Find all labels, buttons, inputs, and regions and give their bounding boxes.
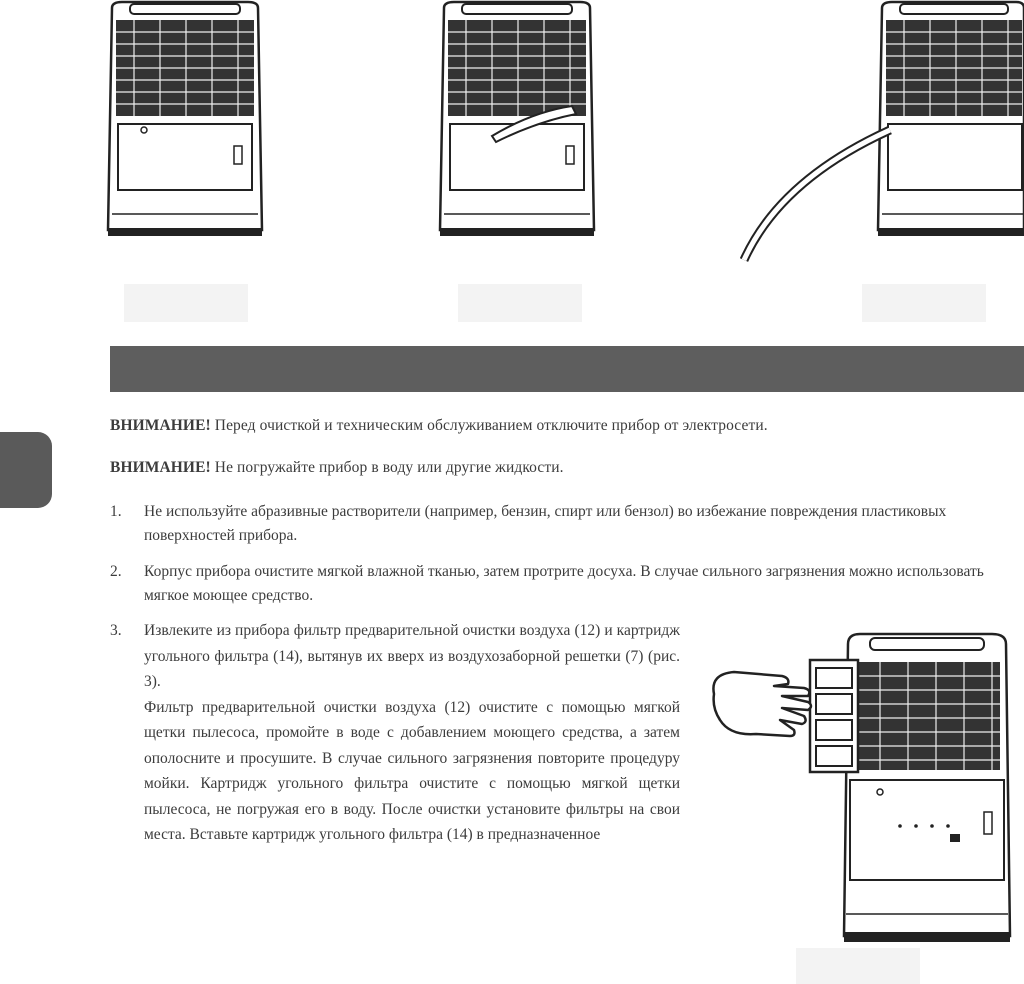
section-header-bar: [110, 346, 1024, 392]
warning-2-text: Не погружайте прибор в воду или другие жидкости.: [214, 459, 564, 476]
figure-caption-4: [796, 948, 920, 984]
step-number: 3.: [110, 622, 122, 639]
step-number: 1.: [110, 503, 122, 520]
warning-1: [110, 414, 1024, 438]
warning-2: [110, 456, 1024, 480]
cleaning-steps-list: [110, 500, 1024, 608]
list-item: [110, 618, 680, 848]
list-item: [110, 560, 1024, 608]
dehumidifier-tank-handle-icon: [432, 0, 602, 242]
step-text: Не используйте абразивные растворители (например, бензин, спирт или бензол) во избежание повреждения пластиковых поверхностей прибора.: [144, 503, 947, 544]
language-side-tab: [0, 432, 52, 508]
warning-2-label: ВНИМАНИЕ!: [110, 459, 211, 476]
dehumidifier-drain-hose-icon: [740, 0, 1024, 262]
figure-caption-1: [124, 284, 248, 322]
figure-caption-3: [862, 284, 986, 322]
warning-1-label: ВНИМАНИЕ!: [110, 417, 211, 434]
dehumidifier-front-icon: [100, 0, 270, 242]
figure-caption-2: [458, 284, 582, 322]
list-item: [110, 500, 1024, 548]
step-text: Фильтр предварительной очистки воздуха (12) очистите с помощью мягкой щетки пылесоса, промойте в воде с добавлением моющего средства, а затем ополосните и просушите. В случае сильного загрязнения повторите процедуру мойки. Картридж угольного фильтра очистите с помощью мягкой щетки пылесоса, не погружая его в воду. После очистки установите фильтры на свои места. Вставьте картридж угольного фильтра (14) в предназначенное: [144, 698, 680, 843]
step-text: Извлеките из прибора фильтр предварительной очистки воздуха (12) и картридж угольного фильтра (14), вытянув их вверх из воздухозаборной решетки (7) (рис. 3).: [144, 622, 680, 690]
warning-1-text: Перед очисткой и техническим обслуживанием отключите прибор от электросети.: [214, 417, 768, 434]
hand-icon: [704, 664, 816, 744]
step-number: 2.: [110, 563, 122, 580]
step-text: Корпус прибора очистите мягкой влажной тканью, затем протрите досуха. В случае сильного загрязнения можно использовать мягкое моющее средство.: [144, 563, 984, 604]
